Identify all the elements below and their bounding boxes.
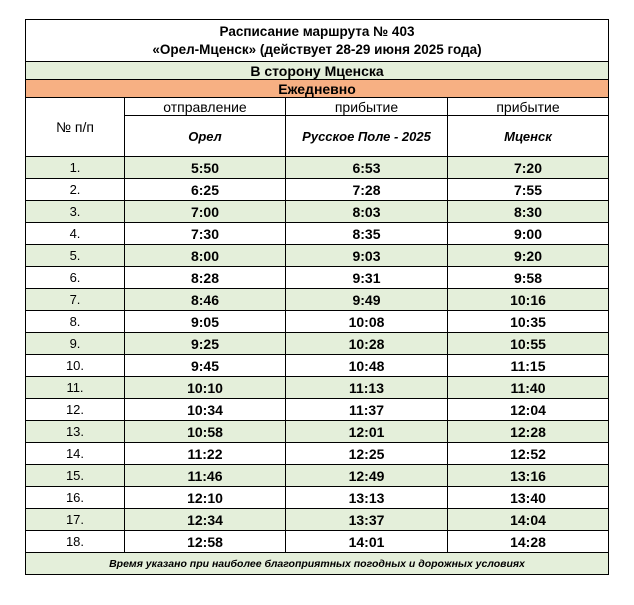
table-row: [26, 201, 609, 223]
schedule-title: [26, 20, 609, 62]
row-number: 3.: [26, 201, 125, 223]
table-row: [26, 355, 609, 377]
departure-time: 12:58: [125, 531, 286, 553]
arrival-time-russkoe-pole: 13:13: [286, 487, 448, 509]
row-number: 10.: [26, 355, 125, 377]
arrival-time-mtsensk: 12:04: [448, 399, 609, 421]
arrival-time-russkoe-pole: 10:48: [286, 355, 448, 377]
column-header-number: № п/п: [26, 98, 125, 157]
arrival-time-mtsensk: 7:20: [448, 157, 609, 179]
departure-time: 12:34: [125, 509, 286, 531]
arrival-time-mtsensk: 11:40: [448, 377, 609, 399]
arrival-time-russkoe-pole: 8:35: [286, 223, 448, 245]
row-number: 15.: [26, 465, 125, 487]
arrival-time-russkoe-pole: 14:01: [286, 531, 448, 553]
arrival-time-russkoe-pole: 13:37: [286, 509, 448, 531]
stop-name-orel: Орел: [125, 116, 286, 157]
row-number: 18.: [26, 531, 125, 553]
departure-time: 8:28: [125, 267, 286, 289]
table-row: [26, 157, 609, 179]
arrival-time-mtsensk: 13:16: [448, 465, 609, 487]
row-number: 1.: [26, 157, 125, 179]
row-number: 9.: [26, 333, 125, 355]
table-row: [26, 245, 609, 267]
arrival-time-russkoe-pole: 10:28: [286, 333, 448, 355]
table-row: [26, 223, 609, 245]
arrival-time-mtsensk: 8:30: [448, 201, 609, 223]
stop-name-mtsensk: Мценск: [448, 116, 609, 157]
title-line-2: «Орел-Мценск» (действует 28-29 июня 2025 года): [152, 41, 482, 57]
table-row: [26, 289, 609, 311]
arrival-time-russkoe-pole: 12:25: [286, 443, 448, 465]
arrival-time-russkoe-pole: 8:03: [286, 201, 448, 223]
departure-time: 7:30: [125, 223, 286, 245]
table-row: [26, 377, 609, 399]
row-number: 11.: [26, 377, 125, 399]
table-row: [26, 487, 609, 509]
departure-time: 10:10: [125, 377, 286, 399]
departure-time: 8:00: [125, 245, 286, 267]
arrival-time-russkoe-pole: 11:37: [286, 399, 448, 421]
direction-row: [26, 62, 609, 80]
departure-time: 7:00: [125, 201, 286, 223]
table-row: [26, 311, 609, 333]
row-number: 12.: [26, 399, 125, 421]
row-number: 7.: [26, 289, 125, 311]
footer-row: [26, 553, 609, 575]
row-number: 14.: [26, 443, 125, 465]
title-line-1: Расписание маршрута № 403: [219, 23, 415, 39]
arrival-time-mtsensk: 12:28: [448, 421, 609, 443]
arrival-time-russkoe-pole: 7:28: [286, 179, 448, 201]
arrival-time-russkoe-pole: 9:03: [286, 245, 448, 267]
arrival-time-russkoe-pole: 9:31: [286, 267, 448, 289]
row-number: 4.: [26, 223, 125, 245]
arrival-time-mtsensk: 9:58: [448, 267, 609, 289]
schedule-table: [25, 19, 609, 575]
table-row: [26, 509, 609, 531]
stop-name-russkoe-pole: Русское Поле - 2025: [286, 116, 448, 157]
arrival-time-russkoe-pole: 11:13: [286, 377, 448, 399]
arrival-time-mtsensk: 7:55: [448, 179, 609, 201]
row-number: 2.: [26, 179, 125, 201]
column-header-departure: отправление: [125, 98, 286, 116]
header-row-1: [26, 98, 609, 116]
departure-time: 8:46: [125, 289, 286, 311]
frequency-label: Ежедневно: [26, 80, 609, 98]
column-header-arrival-1: прибытие: [286, 98, 448, 116]
title-row: [26, 20, 609, 62]
arrival-time-russkoe-pole: 12:49: [286, 465, 448, 487]
arrival-time-mtsensk: 11:15: [448, 355, 609, 377]
row-number: 5.: [26, 245, 125, 267]
row-number: 16.: [26, 487, 125, 509]
departure-time: 6:25: [125, 179, 286, 201]
departure-time: 11:46: [125, 465, 286, 487]
arrival-time-mtsensk: 10:55: [448, 333, 609, 355]
departure-time: 10:58: [125, 421, 286, 443]
departure-time: 5:50: [125, 157, 286, 179]
arrival-time-russkoe-pole: 6:53: [286, 157, 448, 179]
frequency-row: [26, 80, 609, 98]
departure-time: 9:25: [125, 333, 286, 355]
table-row: [26, 333, 609, 355]
row-number: 6.: [26, 267, 125, 289]
table-row: [26, 443, 609, 465]
table-row: [26, 465, 609, 487]
arrival-time-mtsensk: 14:04: [448, 509, 609, 531]
arrival-time-mtsensk: 14:28: [448, 531, 609, 553]
arrival-time-mtsensk: 13:40: [448, 487, 609, 509]
column-header-arrival-2: прибытие: [448, 98, 609, 116]
arrival-time-mtsensk: 9:00: [448, 223, 609, 245]
table-row: [26, 267, 609, 289]
table-row: [26, 179, 609, 201]
departure-time: 9:45: [125, 355, 286, 377]
row-number: 17.: [26, 509, 125, 531]
departure-time: 11:22: [125, 443, 286, 465]
footer-note: Время указано при наиболее благоприятных погодных и дорожных условиях: [26, 553, 609, 575]
arrival-time-mtsensk: 12:52: [448, 443, 609, 465]
row-number: 8.: [26, 311, 125, 333]
table-row: [26, 531, 609, 553]
arrival-time-mtsensk: 9:20: [448, 245, 609, 267]
departure-time: 9:05: [125, 311, 286, 333]
table-row: [26, 399, 609, 421]
arrival-time-mtsensk: 10:16: [448, 289, 609, 311]
arrival-time-russkoe-pole: 12:01: [286, 421, 448, 443]
direction-label: В сторону Мценска: [26, 62, 609, 80]
table-row: [26, 421, 609, 443]
departure-time: 10:34: [125, 399, 286, 421]
row-number: 13.: [26, 421, 125, 443]
arrival-time-russkoe-pole: 9:49: [286, 289, 448, 311]
arrival-time-russkoe-pole: 10:08: [286, 311, 448, 333]
arrival-time-mtsensk: 10:35: [448, 311, 609, 333]
departure-time: 12:10: [125, 487, 286, 509]
